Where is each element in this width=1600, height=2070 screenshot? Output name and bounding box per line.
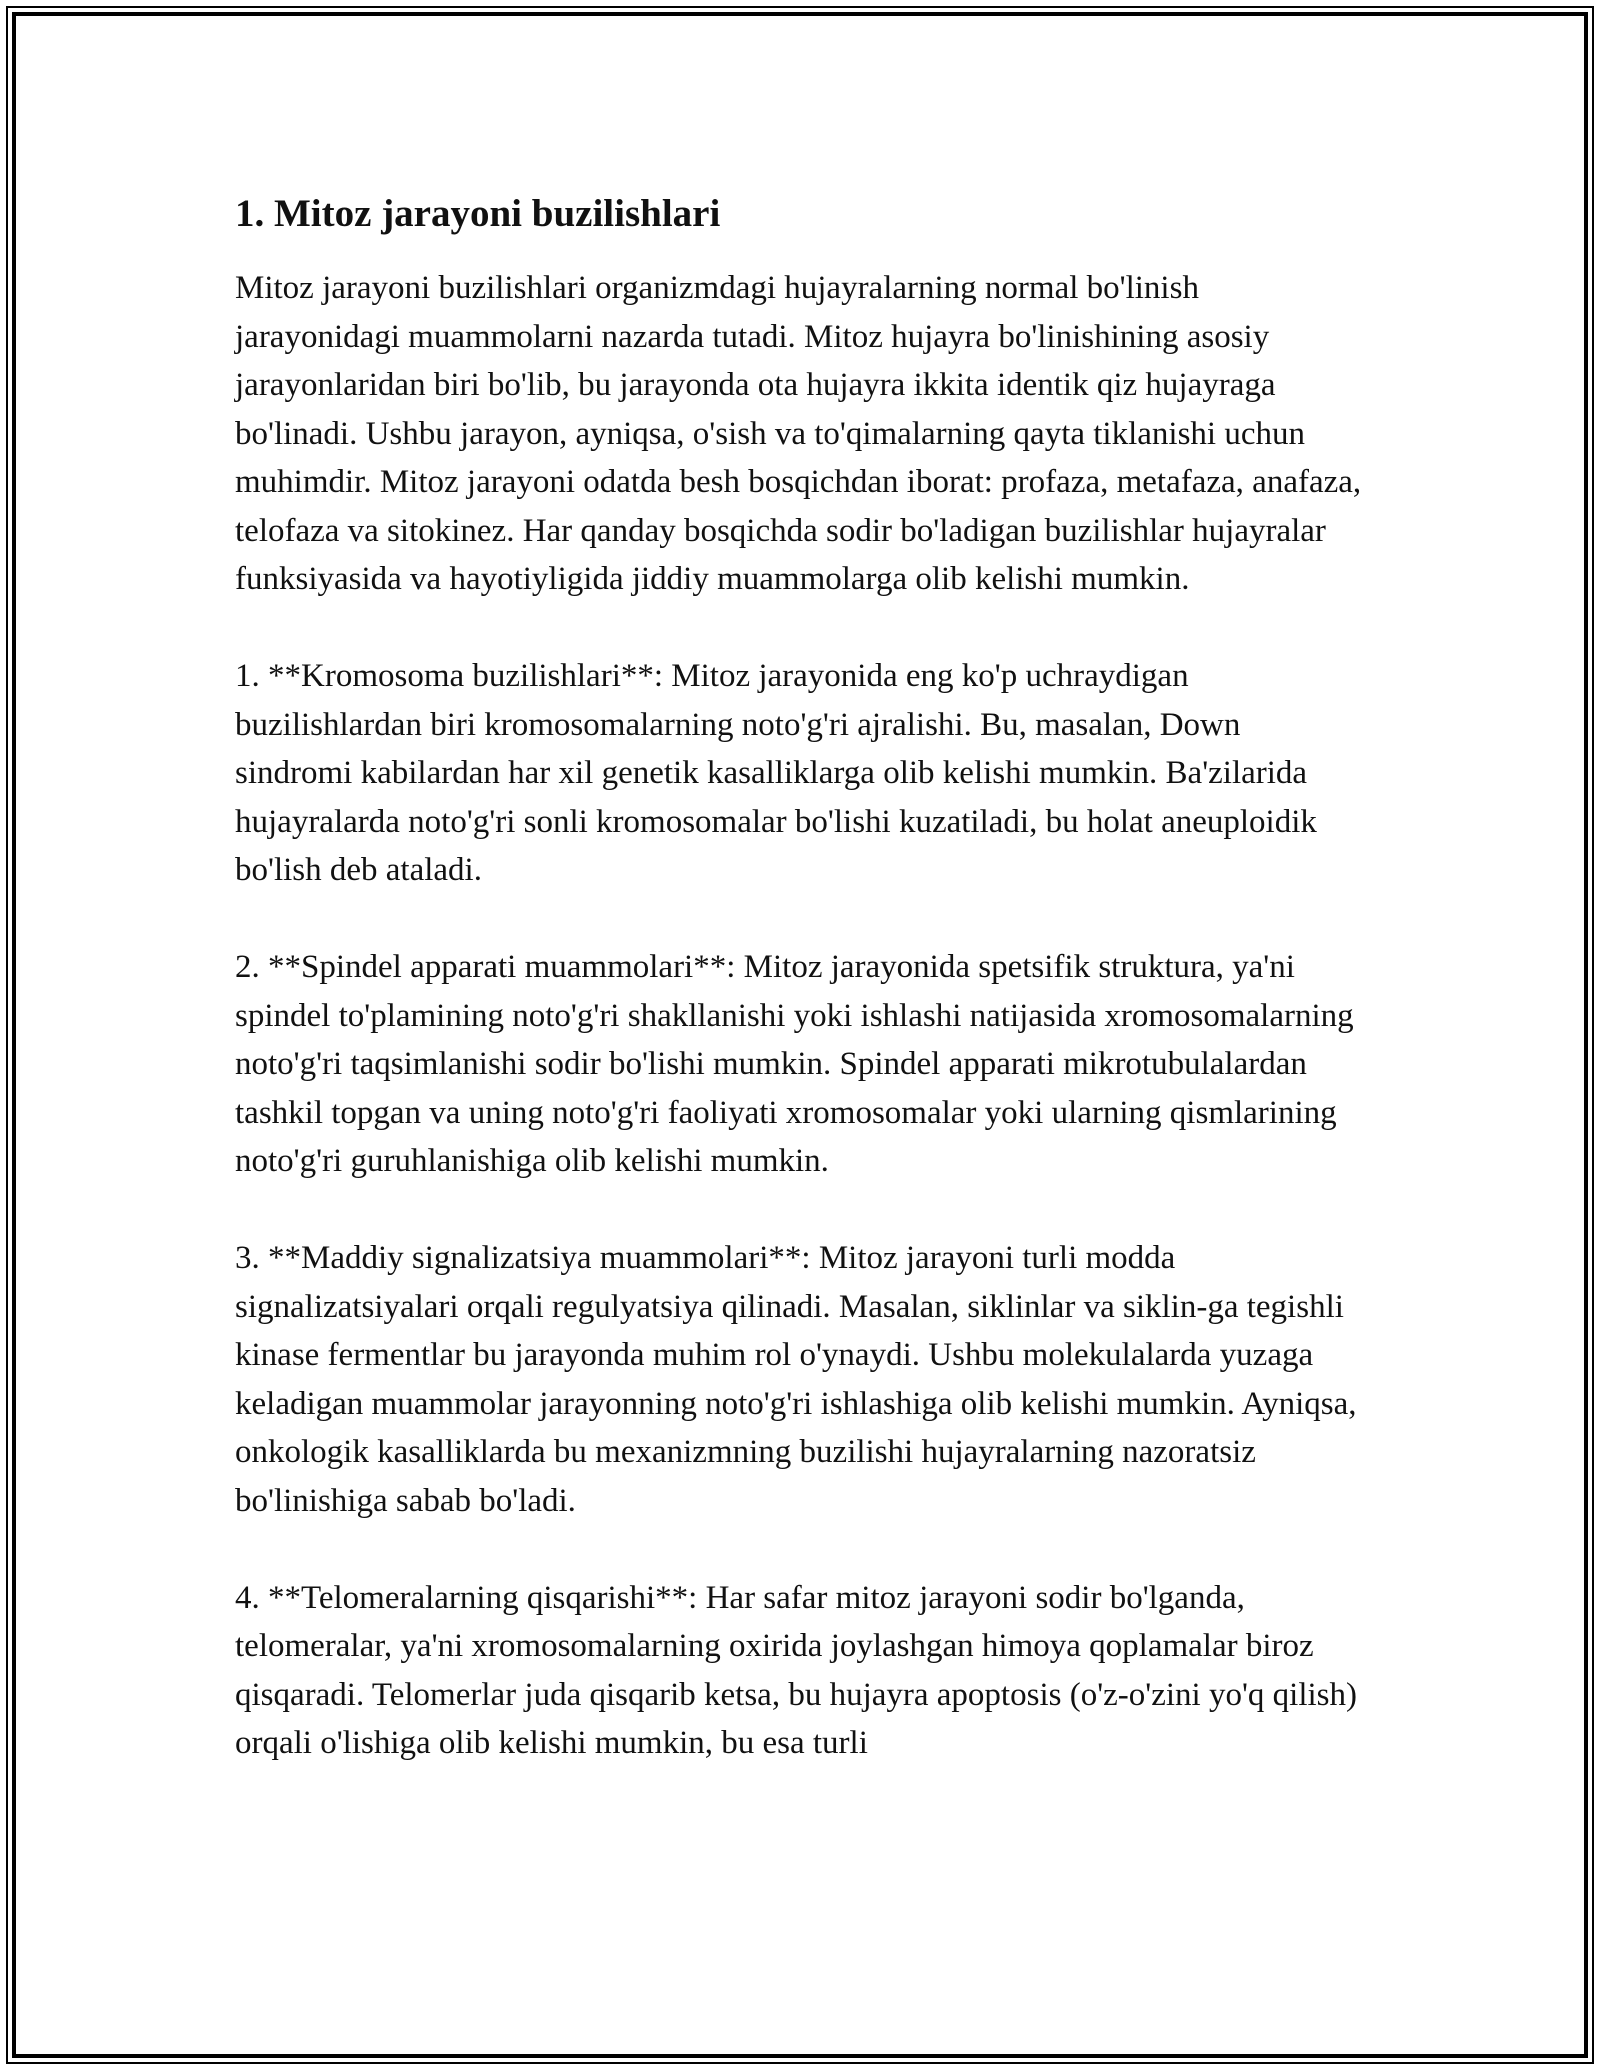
list-item-telomeres: 4. **Telomeralarning qisqarishi**: Har safar mitoz jarayoni sodir bo'lganda, telomeralar, ya'ni xromosomalarning oxirida joylashgan himoya qoplamalar biroz qisqaradi. Telomerlar juda qisqarib ketsa, bu hujayra apoptosis (o'z-o'zini yo'q qilish) orqali o'lishiga olib kelishi mumkin, bu esa turli [235,1579,1357,1761]
document-body [235,188,1365,1816]
list-item-signaling: 3. **Maddiy signalizatsiya muammolari**: Mitoz jarayoni turli modda signalizatsiyalari orqali regulyatsiya qilinadi. Masalan, siklinlar va siklin-ga tegishli kinase fermentlar bu jarayonda muhim rol o'ynaydi. Ushbu molekulalarda yuzaga keladigan muammolar jarayonning noto'g'ri ishlashiga olib kelishi mumkin. Ayniqsa, onkologik kasalliklarda bu mexanizmning buzilishi hujayralarning nazoratsiz bo'linishiga sabab bo'ladi. [235,1240,1357,1519]
intro-paragraph: Mitoz jarayoni buzilishlari organizmdagi hujayralarning normal bo'linish jarayonidagi muammolarni nazarda tutadi. Mitoz hujayra bo'linishining asosiy jarayonlaridan biri bo'lib, bu jarayonda ota hujayra ikkita identik qiz hujayraga bo'linadi. Ushbu jarayon, ayniqsa, o'sish va to'qimalarning qayta tiklanishi uchun muhimdir. Mitoz jarayoni odatda besh bosqichdan iborat: profaza, metafaza, anafaza, telofaza va sitokinez. Har qanday bosqichda sodir bo'ladigan buzilishlar hujayralar funksiyasida va hayotiyligida jiddiy muammolarga olib kelishi mumkin. [235,270,1362,597]
list-item-chromosome: 1. **Kromosoma buzilishlari**: Mitoz jarayonida eng ko'p uchraydigan buzilishlardan biri kromosomalarning noto'g'ri ajralishi. Bu, masalan, Down sindromi kabilardan har xil genetik kasalliklarga olib kelishi mumkin. Ba'zilarida hujayralarda noto'g'ri sonli kromosomalar bo'lishi kuzatiladi, bu holat aneuploidik bo'lish deb ataladi. [235,658,1317,888]
section-heading: 1. Mitoz jarayoni buzilishlari [235,192,721,235]
list-item-spindle: 2. **Spindel apparati muammolari**: Mitoz jarayonida spetsifik struktura, ya'ni spindel to'plamining noto'g'ri shakllanishi yoki ishlashi natijasida xromosomalarning noto'g'ri taqsimlanishi sodir bo'lishi mumkin. Spindel apparati mikrotubulalardan tashkil topgan va uning noto'g'ri faoliyati xromosomalar yoki ularning qismlarining noto'g'ri guruhlanishiga olib kelishi mumkin. [235,949,1354,1179]
